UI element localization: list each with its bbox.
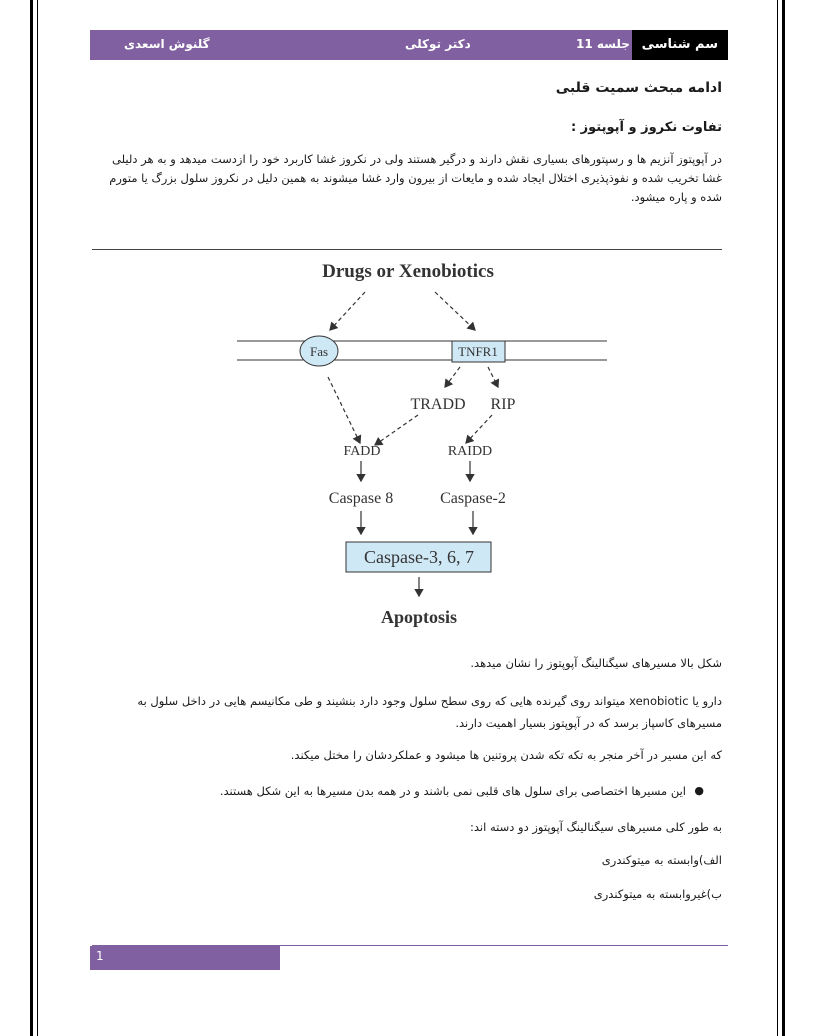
section-subtitle: تفاوت نکروز و آپوپتوز : [570, 120, 722, 135]
tradd-label: TRADD [410, 396, 466, 413]
arrow-tnfr1-to-rip [488, 367, 498, 387]
paragraph-figure-caption: شکل بالا مسیرهای سیگنالینگ آپوپتوز را نشان میدهد. [470, 656, 722, 670]
arrow-drugs-to-fas [330, 292, 365, 330]
paragraph-protein-fragmentation: که این مسیر در آخر منجر به تکه تکه شدن پروتنین ها میشود و عملکردشان را مختل میکند. [290, 748, 722, 762]
paragraph-necrosis-apoptosis: در آپوپتوز آنزیم ها و رسپتورهای بسیاری نقش دارند و درگیر هستند ولی در نکروز غشا کاربرد خود را ازدست میدهد و به هر دلیلی غشا تخریب شده و نفوذپذیری اختلال ایجاد شده و مایعات از بیرون وارد غشا میشوند به همین دلیل در نکروز سلول بزرگ یا متورم شده و پاره میشود. [109, 152, 722, 204]
arrow-tradd-to-fadd [375, 415, 418, 445]
divider-line [92, 249, 722, 250]
arrow-tnfr1-to-tradd [445, 367, 460, 387]
bullet-item [54, 784, 704, 798]
caspase2-label: Caspase-2 [440, 490, 506, 507]
fadd-label: FADD [343, 444, 381, 459]
bullet-icon: ● [694, 784, 704, 797]
header-subject: سم شناسی [641, 37, 718, 52]
raidd-label: RAIDD [447, 444, 493, 459]
page-border-left-inner [37, 0, 38, 1036]
caspase367-label: Caspase-3, 6, 7 [364, 547, 474, 567]
apoptosis-pathway-diagram [230, 255, 630, 635]
footer-bar [90, 946, 280, 970]
arrow-rip-to-raidd [466, 415, 492, 443]
page-header [90, 30, 728, 60]
page-border-right-inner [777, 0, 778, 1036]
diagram-top-label: Drugs or Xenobiotics [322, 261, 494, 282]
header-author: گلنوش اسعدی [124, 37, 210, 51]
header-doctor: دکتر توکلی [405, 37, 471, 51]
page-number: 1 [96, 949, 104, 963]
tnfr1-label: TNFR1 [458, 344, 498, 359]
rip-label: RIP [490, 396, 516, 413]
bullet-text: این مسیرها اختصاصی برای سلول های قلبی نمی باشند و در همه بدن مسیرها به این شکل هستند. [219, 784, 686, 798]
arrow-drugs-to-tnfr1 [435, 292, 475, 330]
list-item-non-mitochondrial: ب)غیروابسته به میتوکندری [593, 887, 722, 901]
apoptosis-label: Apoptosis [380, 607, 458, 627]
paragraph-pathway-types: به طور کلی مسیرهای سیگنالینگ آپوپتوز دو دسته اند: [470, 820, 722, 834]
caspase8-label: Caspase 8 [328, 490, 394, 507]
page-title: ادامه مبحث سمیت قلبی [555, 80, 722, 96]
arrow-fas-to-fadd [328, 377, 360, 443]
page-border-left [30, 0, 33, 1036]
paragraph-xenobiotic: دارو یا xenobiotic میتواند روی گیرنده هایی که روی سطح سلول وجود دارد بنشیند و طی مکانیسم هایی در داخل سلول به مسیرهای کاسپاز برسد که در آپوپتوز بسیار اهمیت دارند. [137, 694, 722, 730]
page-border-right [782, 0, 785, 1036]
fas-label: Fas [309, 344, 329, 359]
header-session: جلسه 11 [576, 37, 630, 51]
list-item-mitochondrial: الف)وابسته به میتوکندری [601, 853, 722, 867]
